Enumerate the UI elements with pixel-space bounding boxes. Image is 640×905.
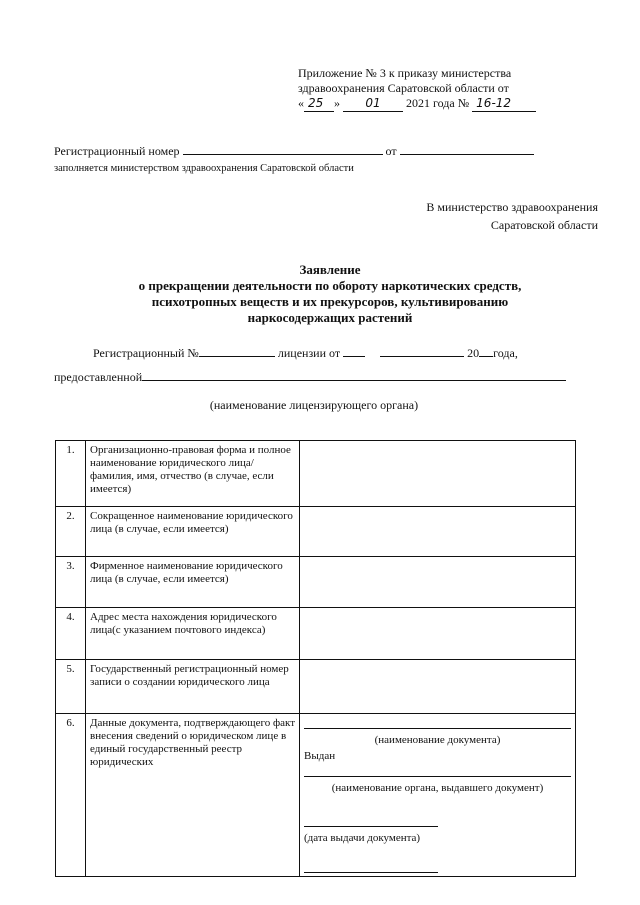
table-row: [56, 507, 576, 557]
applicant-data-table: [55, 440, 576, 877]
appendix-number: 16-12: [472, 96, 536, 112]
title-line-1: Заявление: [299, 262, 361, 277]
table-row: [56, 660, 576, 714]
registration-date-field[interactable]: [400, 143, 534, 155]
title-line-2: о прекращении деятельности по обороту наркотических средств,: [138, 278, 522, 293]
issue-date-caption: (дата выдачи документа): [304, 832, 421, 844]
license-day-field[interactable]: [343, 345, 365, 357]
doc-name-rule: [304, 728, 571, 729]
row-number: 1.: [56, 441, 86, 507]
document-details-block: [300, 714, 575, 876]
row-number: 6.: [56, 714, 86, 877]
doc-name-caption: (наименование документа): [374, 734, 501, 746]
recipient-block: [338, 198, 598, 234]
appendix-year-text: 2021 года №: [406, 96, 470, 110]
license-number-field[interactable]: [199, 345, 275, 357]
license-from-label: лицензии от: [277, 346, 341, 360]
licensing-authority-note: (наименование лицензирующего органа): [209, 398, 419, 412]
row-value-field[interactable]: [300, 714, 576, 877]
date-rule: [304, 826, 438, 827]
row-value-field[interactable]: [300, 507, 576, 557]
quote-close: »: [334, 96, 340, 110]
row-number: 3.: [56, 557, 86, 608]
appendix-line-2: здравоохранения Саратовской области от: [298, 81, 509, 95]
row-label: Сокращенное наименование юридического лица (в случае, если имеется): [86, 507, 300, 557]
title-line-3: психотропных веществ и их прекурсоров, культивированию: [151, 294, 509, 309]
row-label: Государственный регистрационный номер записи о создании юридического лица: [86, 660, 300, 714]
license-month-field[interactable]: [380, 345, 464, 357]
issuer-rule: [304, 776, 571, 777]
quote-open: «: [298, 96, 304, 110]
appendix-date-line: [298, 96, 598, 112]
registration-note: заполняется министерством здравоохранения Саратовской области: [54, 163, 354, 174]
license-year-prefix: 20: [467, 346, 480, 360]
row-number: 2.: [56, 507, 86, 557]
recipient-line-1: В министерство здравоохранения: [426, 200, 598, 214]
registration-number-field[interactable]: [183, 143, 383, 155]
appendix-header: [298, 66, 598, 112]
license-line: [93, 345, 518, 361]
license-reg-label: Регистрационный №: [93, 346, 199, 360]
row-label: Адрес места нахождения юридического лица(с указанием почтового индекса): [86, 608, 300, 660]
row-label: Данные документа, подтверждающего факт внесения сведений о юридическом лице в единый государственный реестр юридических: [86, 714, 300, 877]
bottom-rule: [304, 872, 438, 873]
appendix-month: 01: [343, 96, 403, 112]
license-year-suffix: года,: [493, 346, 518, 360]
document-title: [60, 262, 600, 326]
provided-line: [54, 369, 566, 385]
row-value-field[interactable]: [300, 608, 576, 660]
row-value-field[interactable]: [300, 441, 576, 507]
provided-label: предоставленной: [54, 370, 143, 384]
row-label: Организационно-правовая форма и полное наименование юридического лица/ фамилия, имя, отчество (в случае, если имеется): [86, 441, 300, 507]
table-row: [56, 714, 576, 877]
registration-label: Регистрационный номер: [54, 144, 180, 158]
license-year-field[interactable]: [479, 345, 493, 357]
issued-label: Выдан: [304, 750, 336, 762]
row-label: Фирменное наименование юридического лица (в случае, если имеется): [86, 557, 300, 608]
table-row: [56, 608, 576, 660]
licensing-authority-field[interactable]: [142, 369, 566, 381]
appendix-day: 25: [304, 96, 334, 112]
row-number: 4.: [56, 608, 86, 660]
table-row: [56, 557, 576, 608]
table-row: [56, 441, 576, 507]
row-value-field[interactable]: [300, 660, 576, 714]
row-value-field[interactable]: [300, 557, 576, 608]
registration-from-label: от: [385, 144, 397, 158]
issuer-caption: (наименование органа, выдавшего документ): [331, 782, 544, 794]
row-number: 5.: [56, 660, 86, 714]
registration-line: [54, 143, 534, 159]
title-line-4: наркосодержащих растений: [247, 310, 413, 325]
appendix-line-1: Приложение № 3 к приказу министерства: [298, 66, 512, 80]
recipient-line-2: Саратовской области: [490, 218, 598, 232]
